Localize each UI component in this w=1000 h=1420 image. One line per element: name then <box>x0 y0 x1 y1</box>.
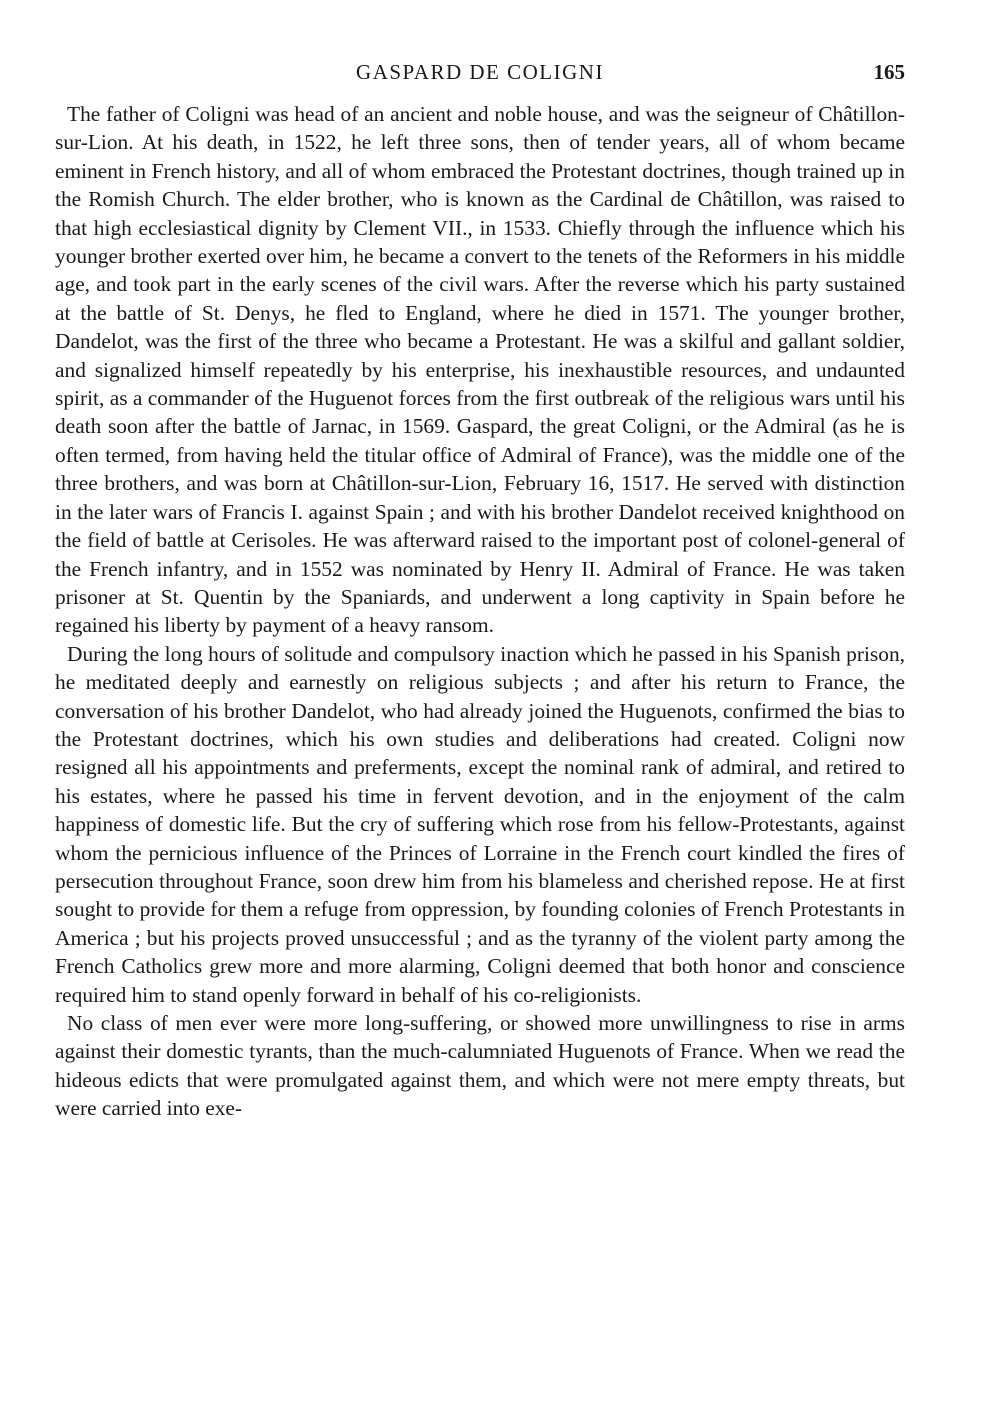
document-page <box>55 60 905 1123</box>
paragraph-3: No class of men ever were more long-suffering, or showed more unwillingness to rise in arms against their domestic tyrants, than the much-calumniated Huguenots of France. When we read the hideous edicts that were promulgated against them, and which were not mere empty threats, but were carried into exe- <box>55 1011 905 1121</box>
paragraph-2: During the long hours of solitude and compulsory inaction which he passed in his Spanish prison, he meditated deeply and earnestly on religious subjects ; and after his return to France, the conversation of his brother Dandelot, who had already joined the Huguenots, confirmed the bias to the Protestant doctrines, which his own studies and deliberations had created. Coligni now resigned all his appointments and preferments, except the nominal rank of admiral, and retired to his estates, where he passed his time in fervent devotion, and in the enjoyment of the calm happiness of domestic life. But the cry of suffering which rose from his fellow-Protestants, against whom the pernicious influence of the Princes of Lorraine in the French court kindled the fires of persecution throughout France, soon drew him from his blameless and cherished repose. He at first sought to provide for them a refuge from oppression, by founding colonies of French Protestants in America ; but his projects proved unsuccessful ; and as the tyranny of the violent party among the French Catholics grew more and more alarming, Coligni deemed that both honor and conscience required him to stand openly forward in behalf of his co-religionists. <box>55 641 905 1007</box>
page-number: 165 <box>873 60 905 84</box>
paragraph-1: The father of Coligni was head of an ancient and noble house, and was the seigneur of Châtillon-sur-Lion. At his death, in 1522, he left three sons, then of tender years, all of whom became eminent in French history, and all of whom embraced the Protestant doctrines, though trained up in the Romish Church. The elder brother, who is known as the Cardinal de Châtillon, was raised to that high ecclesiastical dignity by Clement VII., in 1533. Chiefly through the influence which his younger brother exerted over him, he became a convert to the tenets of the Reformers in his middle age, and took part in the early scenes of the civil wars. After the reverse which his party sustained at the battle of St. Denys, he fled to England, where he died in 1571. The younger brother, Dandelot, was the first of the three who became a Protestant. He was a skilful and gallant soldier, and signalized himself repeatedly by his enterprise, his inexhaustible resources, and undaunted spirit, as a commander of the Huguenot forces from the first outbreak of the religious wars until his death soon after the battle of Jarnac, in 1569. Gaspard, the great Coligni, or the Admiral (as he is often termed, from having held the titular office of Admiral of France), was the middle one of the three brothers, and was born at Châtillon-sur-Lion, February 16, 1517. He served with distinction in the later wars of Francis I. against Spain ; and with his brother Dandelot received knighthood on the field of battle at Cerisoles. He was afterward raised to the important post of colonel-general of the French infantry, and in 1552 was nominated by Henry II. Admiral of France. He was taken prisoner at St. Quentin by the Spaniards, and underwent a long captivity in Spain before he regained his liberty by payment of a heavy ransom. <box>55 102 905 638</box>
running-title: GASPARD DE COLIGNI <box>356 60 604 84</box>
body-text <box>55 100 905 1123</box>
running-head <box>55 60 905 100</box>
